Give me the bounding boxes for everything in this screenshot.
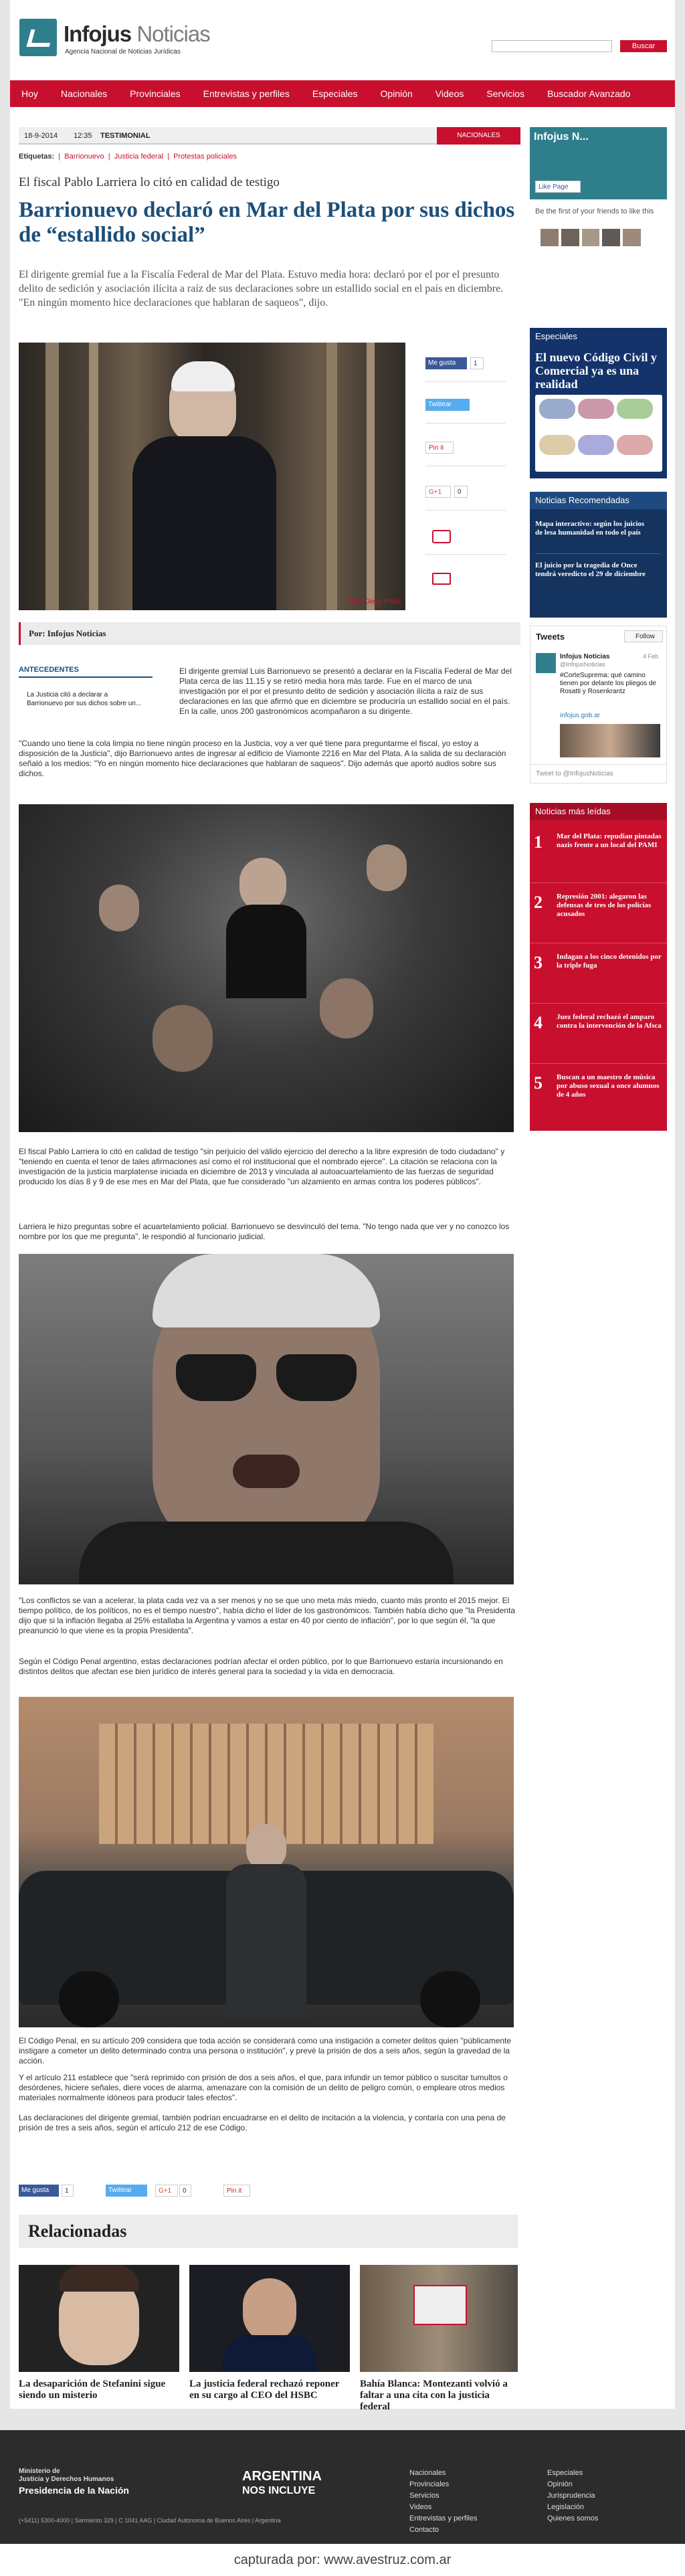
nav-item-nacionales[interactable]: Nacionales [60,88,108,99]
byline: Por: Infojus Noticias [19,622,520,645]
google-plus-count-bottom: 0 [179,2185,191,2197]
mas-leidas-box [530,803,667,1131]
article-date: 18-9-2014 [24,132,58,140]
footer-link[interactable]: Especiales [547,2469,583,2477]
footer-links-a [409,2468,477,2536]
footer-link[interactable]: Servicios [409,2492,439,2500]
google-plus-count: 0 [454,486,468,498]
nav-item-buscador[interactable]: Buscador Avanzado [547,88,631,99]
mas-leidas-heading: Noticias más leídas [530,803,667,820]
antecedentes-link[interactable]: La Justicia citó a declarar a Barrionuevo por sus dichos sobre un... [27,691,142,707]
tweet-image[interactable] [560,724,660,757]
article-kicker: El fiscal Pablo Larriera lo citó en calidad de testigo [19,175,280,189]
paragraph: "Los conflictos se van a acelerar, la plata cada vez va a ser menos y no se que uno meta más miedo, cuanto más pronto el 2015 mejor. El tiempo político, de los políticos, no es el tiempo nuestro", había dicho el líder de los gastronómicos. También había dicho que "la Presidenta dijo que si la inflación llegaba al 25% estallaba la Argentina y vamos a estar en 40 por ciento de inflación", por lo que según él, "la que preanunció lo que viene es la propia Presidenta". [19,1596,516,1635]
recomendadas-box [530,492,667,618]
footer-ministry-line2: Justicia y Derechos Humanos [19,2476,114,2483]
antecedentes-heading: ANTECEDENTES [19,666,79,674]
footer-ministry-line1: Ministerio de [19,2468,60,2475]
paragraph: "Cuando uno tiene la cola limpia no tiene ningún proceso en la Justicia, voy a ver qué tiene para preguntarme el fiscal, yo estoy a disposición de la Justicia", dijo Barrionuevo antes de ingresar al edificio de Viamonte 2216 en Mar del Plata. A la salida de su declaración señaló a los medios: "Yo en ningún momento hice declaraciones que hablaran de saqueos". Dijo además que aportó audios sobre sus dichos. [19,739,506,778]
footer-link[interactable]: Videos [409,2503,432,2511]
paragraph: Y el artículo 211 establece que "será reprimido con prisión de dos a seis años, el que, para infundir un temor público o suscitar tumultos o desórdenes, hiciere señales, diere voces de alarma, amenazare con la comisión de un delito de peligro común, o empleare otros medios materiales normalmente idóneos para producir tales efectos". [19,2073,508,2102]
paragraph: El Código Penal, en su artículo 209 considera que toda acción se considerará como una instigación a cometer delitos quien "públicamente instigare a cometer un delito determinado contra una persona o institución", y prevé la prisión de dos a seis años, según la gravedad de la acción. [19,2036,512,2065]
tweet-date: 4 Feb [643,653,659,660]
mas-leida-item[interactable]: 5 Buscan a un maestro de música por abuso sexual a once alumnos de 4 años [534,1073,660,1099]
search-button[interactable]: Buscar [620,40,667,52]
tags-label: Etiquetas: [19,153,55,161]
mas-leida-item[interactable]: 2 Represión 2001: alegaron las defensas de tres de los policías acusados [530,883,667,943]
press-crowd-photo [19,804,514,1132]
footer-link[interactable]: Provinciales [409,2480,450,2488]
tweet-button[interactable]: Twittear [425,399,470,411]
fb-friend-avatars [541,229,641,246]
footer-ministry-line3: Presidencia de la Nación [19,2485,129,2496]
nav-item-provinciales[interactable]: Provinciales [130,88,181,99]
paragraph: Las declaraciones del dirigente gremial, también podrían encuadrarse en el delito de incitación a la violencia, y contaría con una pena de prisión de tres a seis años, según el artículo 212 de ese Código. [19,2113,506,2132]
footer-nos-incluye: NOS INCLUYE [242,2485,316,2496]
follow-button[interactable]: Follow [624,630,663,642]
related-link[interactable]: Bahía Blanca: Montezanti volvió a faltar a una cita con la justicia federal [360,2379,508,2412]
article-lead: El dirigente gremial fue a la Fiscalía Federal de Mar del Plata. Estuvo media hora: declaró por el por el presunto delito de sedición y asociación ilícita a raíz de sus declaraciones sobre un estallido social en el país en diciembre. "En ningún momento hice declaraciones que hablaran de saqueos", dijo. [19,269,504,308]
tweets-heading: Tweets [536,632,565,642]
especiales-image[interactable] [535,395,662,472]
google-plus-button[interactable]: G+1 [425,486,451,498]
logo-icon[interactable] [19,19,57,56]
site-subtitle: Agencia Nacional de Noticias Jurídicas [65,48,181,56]
nav-item-especiales[interactable]: Especiales [312,88,358,99]
facebook-page-widget[interactable] [530,127,667,199]
email-icon[interactable] [432,573,451,585]
tweet-text: #CorteSuprema: qué camino tienen por delante los pliegos de Rosatti y Rosenkrantz [560,672,656,695]
footer-link[interactable]: Legislación [547,2503,585,2511]
twitter-widget [530,626,667,784]
tweet-avatar[interactable] [536,653,556,673]
antecedentes-divider [19,676,153,678]
print-icon[interactable] [432,530,451,543]
especiales-title[interactable]: El nuevo Código Civil y Comercial ya es una realidad [535,351,658,391]
section-badge[interactable]: NACIONALES [437,127,520,145]
especiales-heading: Especiales [530,328,667,345]
google-plus-button-bottom[interactable]: G+1 [155,2185,178,2197]
tag-link[interactable]: Protestas policiales [173,153,237,161]
search-input[interactable] [492,40,612,52]
footer-link[interactable]: Jurisprudencia [547,2492,595,2500]
paragraph: El dirigente gremial Luis Barrionuevo se presentó a declarar en la Fiscalía Federal de Mar del Plata cerca de las 11.15 y se retiró media hora más tarde. Fue en el marco de una investigación por el por el presunto delito de sedición y asociación ilícita a raíz de sus declaraciones en las que afirmó que en diciembre se produciría un estallido social en el país. En la calle, unos 200 gastronómicos acompañaron a su dirigente. [179,666,512,716]
facebook-like-count-bottom: 1 [62,2185,74,2197]
article-time: 12:35 [74,132,92,140]
especiales-box[interactable] [530,328,667,478]
pinterest-button-bottom[interactable]: Pin it [223,2185,250,2197]
footer-link[interactable]: Contacto [409,2526,439,2534]
capture-credit: capturada por: www.avestruz.com.ar [0,2544,685,2576]
mas-leida-item[interactable]: 3 Indagan a los cinco detenidos por la triple fuga [530,943,667,1004]
related-thumb[interactable] [189,2265,350,2372]
tweet-link[interactable]: infojus.gob.ar [560,712,601,719]
footer-link[interactable]: Nacionales [409,2469,446,2477]
footer-argentina: ARGENTINA [242,2469,322,2484]
fb-first-friend-text: Be the first of your friends to like this [535,207,654,215]
tweet-author[interactable]: Infojus Noticias [560,653,610,660]
facebook-like-count: 1 [470,357,484,369]
paragraph: Según el Código Penal argentino, estas declaraciones podrían afectar el orden público, por lo que Barrionuevo estaría incursionando en distintos delitos que afectan ese bien jurídico de interés general para la sociedad y la vida en democracia. [19,1657,503,1676]
tag-link[interactable]: Justicia federal [114,153,164,161]
recomendada-link[interactable]: Mapa interactivo: según los juicios de lesa humanidad en todo el país [535,520,645,537]
nav-item-opinion[interactable]: Opinión [380,88,413,99]
nav-item-videos[interactable]: Videos [435,88,464,99]
tweet-button-bottom[interactable]: Twittear [106,2185,147,2197]
pinterest-button[interactable]: Pin it [425,442,454,454]
main-nav [10,80,675,107]
fb-page-name[interactable]: Infojus N... [534,131,589,143]
footer-link[interactable]: Opinión [547,2480,573,2488]
site-footer [0,2430,685,2544]
car-exit-photo [19,1697,514,2027]
closeup-photo [19,1254,514,1584]
related-heading: Relacionadas [28,2221,127,2241]
site-logo[interactable]: Infojus Noticias [64,21,210,46]
footer-link[interactable]: Entrevistas y perfiles [409,2514,478,2522]
recomendadas-heading: Noticias Recomendadas [530,492,667,509]
photo-credit: Foto: Diego Pelali [348,598,401,606]
tweet-handle[interactable]: @InfojusNoticias [560,661,605,668]
tweet-to-box[interactable]: Tweet to @InfojusNoticias [530,764,666,783]
site-header [10,0,675,79]
fb-like-page-button[interactable]: Like Page [535,181,581,193]
nav-item-hoy[interactable]: Hoy [21,88,38,99]
footer-links-b [547,2468,598,2524]
facebook-like-button-bottom[interactable]: Me gusta [19,2185,59,2197]
tags: Etiquetas: | Barrionuevo | Justicia federal | Protestas policiales [19,153,237,161]
related-thumb[interactable] [19,2265,179,2372]
paragraph: El fiscal Pablo Larriera lo citó en calidad de testigo "sin perjuicio del válido ejercicio del derecho a la libre expresión de todo ciudadano" y "teniendo en cuenta el tenor de tales afirmaciones así como el rol institucional que el nombrado ejerce". La citación se relaciona con la investigación de la justicia marplatense iniciada en diciembre de 2013 y vinculada al autoacuartelamiento de las fuerzas de seguridad producido los días 8 y 9 de ese mes en Mar del Plata, que fue considerado "un alzamiento en armas contra los poderes públicos". [19,1147,505,1186]
article-type: TESTIMONIAL [100,132,151,140]
mas-leida-item[interactable]: 1 Mar del Plata: repudian pintadas nazis frente a un local del PAMI [530,823,667,883]
nav-item-entrevistas[interactable]: Entrevistas y perfiles [203,88,290,99]
article-title: Barrionuevo declaró en Mar del Plata por sus dichos de “estallido social” [19,198,515,247]
footer-link[interactable]: Quienes somos [547,2514,599,2522]
related-link[interactable]: La justicia federal rechazó reponer en su cargo al CEO del HSBC [189,2379,340,2401]
tag-link[interactable]: Barrionuevo [64,153,104,161]
main-photo [19,343,405,610]
footer-address: (+5411) 5300-4000 | Sarmiento 329 | C 1041 AAG | Ciudad Autónoma de Buenos Aires | Argentina [19,2517,281,2524]
paragraph: Larriera le hizo preguntas sobre el acuartelamiento policial. Barrionuevo se desvinculó del tema. "No tengo nada que ver y no conozco los nombre por los que me pregunta", le respondió al funcionario judicial. [19,1222,510,1241]
mas-leida-item[interactable]: 4 Juez federal rechazó el amparo contra la intervención de la Afsca [530,1004,667,1064]
nav-item-servicios[interactable]: Servicios [486,88,525,99]
related-thumb[interactable] [360,2265,518,2372]
recomendada-link[interactable]: El juicio por la tragedia de Once tendrá veredicto el 29 de diciembre [535,561,646,578]
related-link[interactable]: La desaparición de Stefanini sigue siendo un misterio [19,2379,166,2401]
facebook-like-button[interactable]: Me gusta [425,357,467,369]
